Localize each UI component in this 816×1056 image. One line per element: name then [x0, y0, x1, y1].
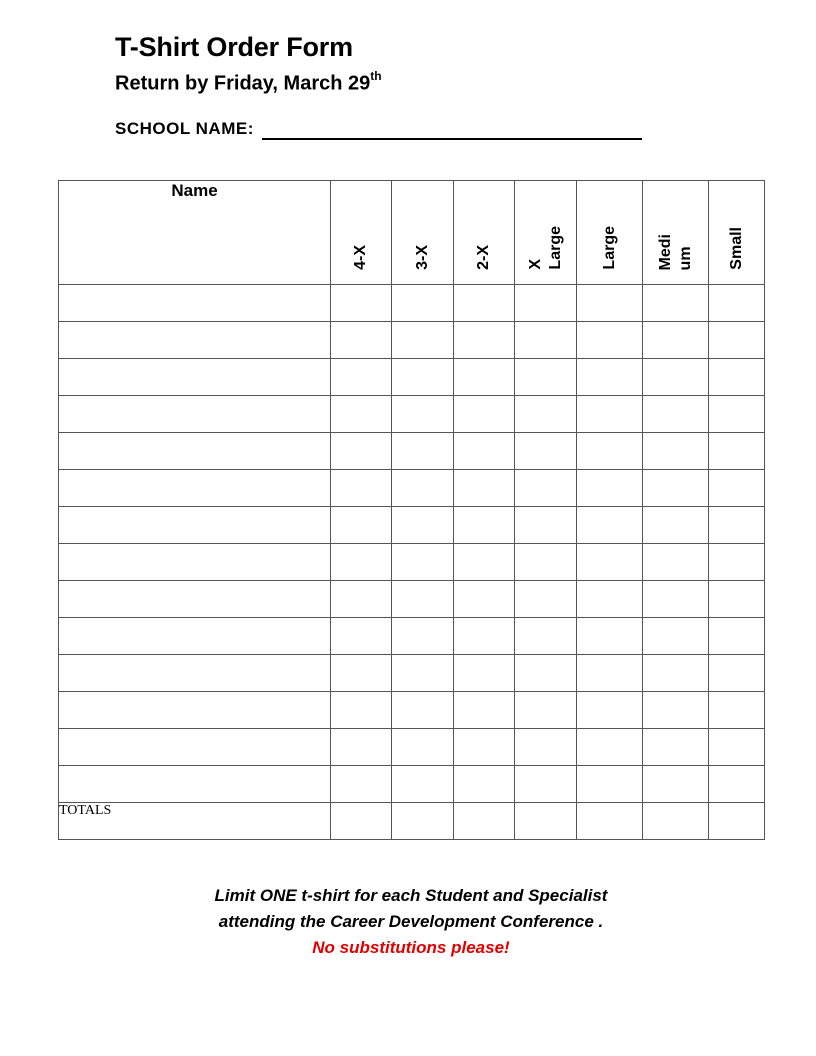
- totals-cell[interactable]: [515, 803, 577, 840]
- size-quantity-cell[interactable]: [577, 285, 643, 322]
- size-quantity-cell[interactable]: [454, 618, 515, 655]
- size-quantity-cell[interactable]: [515, 470, 577, 507]
- size-quantity-cell[interactable]: [331, 692, 392, 729]
- name-entry-cell[interactable]: [59, 322, 331, 359]
- totals-row: [59, 803, 765, 840]
- size-quantity-cell[interactable]: [392, 396, 454, 433]
- order-row: [59, 655, 765, 692]
- size-quantity-cell[interactable]: [515, 507, 577, 544]
- size-quantity-cell[interactable]: [577, 507, 643, 544]
- size-quantity-cell[interactable]: [709, 544, 765, 581]
- size-quantity-cell[interactable]: [392, 581, 454, 618]
- order-table-body: [59, 285, 765, 840]
- name-entry-cell[interactable]: [59, 507, 331, 544]
- size-label-medium: Medi um: [656, 233, 694, 270]
- size-quantity-cell[interactable]: [331, 322, 392, 359]
- totals-cell[interactable]: [454, 803, 515, 840]
- totals-cell[interactable]: [331, 803, 392, 840]
- size-quantity-cell[interactable]: [454, 470, 515, 507]
- size-quantity-cell[interactable]: [643, 729, 709, 766]
- size-quantity-cell[interactable]: [515, 396, 577, 433]
- school-name-label: SCHOOL NAME:: [115, 119, 254, 138]
- order-table: [58, 180, 765, 840]
- size-quantity-cell[interactable]: [709, 507, 765, 544]
- size-quantity-cell[interactable]: [515, 581, 577, 618]
- size-quantity-cell[interactable]: [454, 285, 515, 322]
- size-quantity-cell[interactable]: [454, 766, 515, 803]
- size-quantity-cell[interactable]: [709, 285, 765, 322]
- size-quantity-cell[interactable]: [454, 359, 515, 396]
- size-quantity-cell[interactable]: [709, 655, 765, 692]
- size-quantity-cell[interactable]: [709, 692, 765, 729]
- name-entry-cell[interactable]: [59, 433, 331, 470]
- size-quantity-cell[interactable]: [515, 285, 577, 322]
- size-quantity-cell[interactable]: [392, 285, 454, 322]
- size-header-x-large: [515, 181, 577, 285]
- name-column-header: Name: [59, 181, 331, 285]
- name-entry-cell[interactable]: [59, 655, 331, 692]
- size-quantity-cell[interactable]: [331, 618, 392, 655]
- size-quantity-cell[interactable]: [331, 285, 392, 322]
- size-quantity-cell[interactable]: [709, 359, 765, 396]
- size-quantity-cell[interactable]: [515, 655, 577, 692]
- order-row: [59, 359, 765, 396]
- limit-note-line-2: attending the Career Development Conference .: [218, 912, 604, 931]
- size-quantity-cell[interactable]: [454, 692, 515, 729]
- size-header-medium: [643, 181, 709, 285]
- size-quantity-cell[interactable]: [709, 470, 765, 507]
- size-quantity-cell[interactable]: [643, 655, 709, 692]
- size-quantity-cell[interactable]: [577, 433, 643, 470]
- name-entry-cell[interactable]: [59, 618, 331, 655]
- size-quantity-cell[interactable]: [331, 433, 392, 470]
- size-label-4x: 4-X: [352, 245, 369, 270]
- size-quantity-cell[interactable]: [643, 507, 709, 544]
- name-entry-cell[interactable]: [59, 692, 331, 729]
- size-quantity-cell[interactable]: [709, 729, 765, 766]
- size-quantity-cell[interactable]: [392, 766, 454, 803]
- order-row: [59, 544, 765, 581]
- order-row: [59, 581, 765, 618]
- totals-cell[interactable]: [392, 803, 454, 840]
- size-quantity-cell[interactable]: [392, 544, 454, 581]
- size-quantity-cell[interactable]: [454, 544, 515, 581]
- name-entry-cell[interactable]: [59, 544, 331, 581]
- order-row: [59, 433, 765, 470]
- size-quantity-cell[interactable]: [454, 729, 515, 766]
- size-quantity-cell[interactable]: [331, 359, 392, 396]
- order-row: [59, 766, 765, 803]
- size-quantity-cell[interactable]: [392, 470, 454, 507]
- no-substitutions-note: No substitutions please!: [312, 938, 510, 957]
- size-quantity-cell[interactable]: [709, 766, 765, 803]
- school-name-blank-line[interactable]: [262, 138, 642, 140]
- size-quantity-cell[interactable]: [643, 544, 709, 581]
- size-quantity-cell[interactable]: [392, 359, 454, 396]
- size-header-large: [577, 181, 643, 285]
- size-quantity-cell[interactable]: [643, 285, 709, 322]
- size-quantity-cell[interactable]: [331, 729, 392, 766]
- size-header-small: [709, 181, 765, 285]
- size-quantity-cell[interactable]: [709, 396, 765, 433]
- order-row: [59, 507, 765, 544]
- size-header-4x: [331, 181, 392, 285]
- size-quantity-cell[interactable]: [643, 322, 709, 359]
- size-quantity-cell[interactable]: [454, 322, 515, 359]
- return-by-deadline: [115, 71, 382, 96]
- size-quantity-cell[interactable]: [515, 729, 577, 766]
- totals-cell[interactable]: [643, 803, 709, 840]
- size-quantity-cell[interactable]: [577, 729, 643, 766]
- size-quantity-cell[interactable]: [392, 507, 454, 544]
- size-quantity-cell[interactable]: [709, 581, 765, 618]
- return-by-text: Return by Friday, March 29: [115, 72, 371, 95]
- size-quantity-cell[interactable]: [331, 581, 392, 618]
- order-row: [59, 322, 765, 359]
- size-quantity-cell[interactable]: [515, 544, 577, 581]
- size-quantity-cell[interactable]: [577, 470, 643, 507]
- size-quantity-cell[interactable]: [515, 359, 577, 396]
- size-quantity-cell[interactable]: [577, 766, 643, 803]
- name-entry-cell[interactable]: [59, 581, 331, 618]
- size-quantity-cell[interactable]: [392, 655, 454, 692]
- order-row: [59, 692, 765, 729]
- size-quantity-cell[interactable]: [643, 396, 709, 433]
- size-quantity-cell[interactable]: [331, 507, 392, 544]
- size-quantity-cell[interactable]: [643, 692, 709, 729]
- size-label-2x: 2-X: [475, 245, 492, 270]
- size-quantity-cell[interactable]: [392, 618, 454, 655]
- size-quantity-cell[interactable]: [577, 322, 643, 359]
- size-header-3x: [392, 181, 454, 285]
- size-label-large: Large: [600, 226, 618, 270]
- name-entry-cell[interactable]: [59, 470, 331, 507]
- size-quantity-cell[interactable]: [643, 618, 709, 655]
- size-quantity-cell[interactable]: [643, 470, 709, 507]
- size-quantity-cell[interactable]: [577, 581, 643, 618]
- size-quantity-cell[interactable]: [577, 655, 643, 692]
- order-row: [59, 618, 765, 655]
- size-quantity-cell[interactable]: [577, 359, 643, 396]
- size-quantity-cell[interactable]: [515, 618, 577, 655]
- name-entry-cell[interactable]: [59, 729, 331, 766]
- size-quantity-cell[interactable]: [392, 322, 454, 359]
- form-title: T-Shirt Order Form: [115, 32, 353, 62]
- name-entry-cell[interactable]: [59, 396, 331, 433]
- size-quantity-cell[interactable]: [331, 655, 392, 692]
- size-quantity-cell[interactable]: [709, 322, 765, 359]
- name-entry-cell[interactable]: [59, 766, 331, 803]
- totals-label: TOTALS: [59, 803, 331, 840]
- size-quantity-cell[interactable]: [515, 433, 577, 470]
- size-quantity-cell[interactable]: [454, 581, 515, 618]
- size-quantity-cell[interactable]: [454, 655, 515, 692]
- size-quantity-cell[interactable]: [643, 766, 709, 803]
- size-quantity-cell[interactable]: [392, 729, 454, 766]
- size-label-small: Small: [727, 227, 745, 270]
- order-row: [59, 470, 765, 507]
- size-quantity-cell[interactable]: [643, 581, 709, 618]
- size-quantity-cell[interactable]: [331, 396, 392, 433]
- size-quantity-cell[interactable]: [454, 433, 515, 470]
- order-row: [59, 729, 765, 766]
- size-quantity-cell[interactable]: [709, 618, 765, 655]
- size-quantity-cell[interactable]: [331, 544, 392, 581]
- name-entry-cell[interactable]: [59, 285, 331, 322]
- size-quantity-cell[interactable]: [392, 692, 454, 729]
- size-quantity-cell[interactable]: [454, 507, 515, 544]
- size-quantity-cell[interactable]: [577, 396, 643, 433]
- totals-cell[interactable]: [577, 803, 643, 840]
- header-row: [59, 181, 765, 285]
- size-quantity-cell[interactable]: [643, 433, 709, 470]
- name-entry-cell[interactable]: [59, 359, 331, 396]
- size-quantity-cell[interactable]: [577, 692, 643, 729]
- size-label-3x: 3-X: [413, 245, 431, 270]
- size-quantity-cell[interactable]: [577, 544, 643, 581]
- order-row: [59, 396, 765, 433]
- size-header-2x: [454, 181, 515, 285]
- size-quantity-cell[interactable]: [454, 396, 515, 433]
- size-quantity-cell[interactable]: [643, 359, 709, 396]
- size-quantity-cell[interactable]: [515, 766, 577, 803]
- date-ordinal-suffix: th: [370, 69, 382, 83]
- size-quantity-cell[interactable]: [577, 618, 643, 655]
- size-label-x-large: X Large: [526, 226, 564, 270]
- size-quantity-cell[interactable]: [515, 322, 577, 359]
- size-quantity-cell[interactable]: [709, 433, 765, 470]
- size-quantity-cell[interactable]: [392, 433, 454, 470]
- order-row: [59, 285, 765, 322]
- size-quantity-cell[interactable]: [331, 470, 392, 507]
- limit-note-line-1: Limit ONE t-shirt for each Student and Specialist: [214, 886, 608, 905]
- size-quantity-cell[interactable]: [515, 692, 577, 729]
- totals-cell[interactable]: [709, 803, 765, 840]
- size-quantity-cell[interactable]: [331, 766, 392, 803]
